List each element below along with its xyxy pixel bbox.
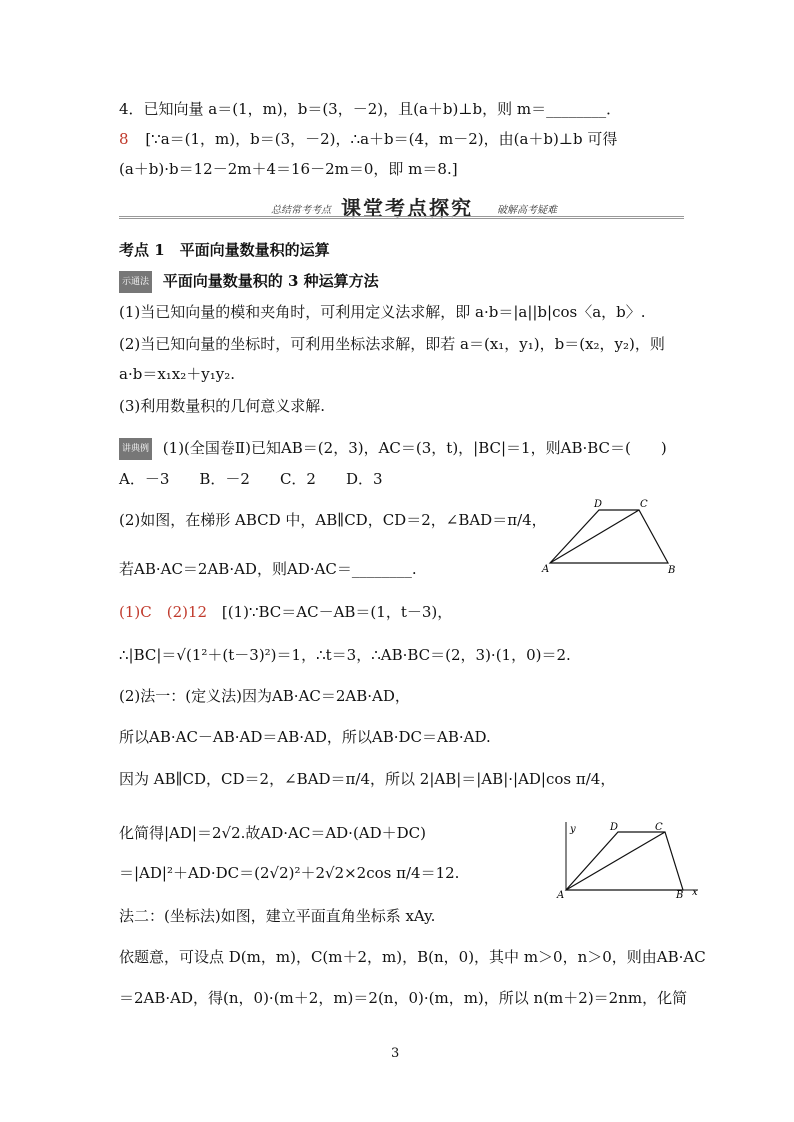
solution-line-7: ＝|AD|²＋AD·DC＝(2√2)²＋2√2×2cos π/4＝12. xyxy=(119,864,460,882)
point-b-label: B xyxy=(668,565,676,575)
example-question-1 xyxy=(119,438,667,460)
diagonal-ac-2 xyxy=(566,832,665,890)
point-a-label-2: A xyxy=(557,890,565,900)
solution-line-1 xyxy=(119,602,452,622)
point-c-label: C xyxy=(640,499,648,510)
problem4-solution-line1 xyxy=(119,129,617,149)
example-options: A．－3 B．－2 C．2 D．3 xyxy=(119,470,383,488)
banner-title: 课堂考点探究 xyxy=(341,196,473,220)
point-c-label-2: C xyxy=(655,822,663,833)
method-title: 平面向量数量积的 3 种运算方法 xyxy=(162,272,379,290)
solution-line-3: (2)法一：(定义法)因为AB·AC＝2AB·AD， xyxy=(119,687,410,705)
page-number: 3 xyxy=(391,1046,400,1061)
solution-line-6: 化简得|AD|＝2√2.故AD·AC＝AD·(AD＋DC) xyxy=(119,824,427,842)
trapezoid-shape-2 xyxy=(566,832,683,890)
example-q1-text: (1)(全国卷Ⅱ)已知AB＝(2，3)，AC＝(3，t)，|BC|＝1，则AB·BC＝( ) xyxy=(162,439,667,457)
y-axis-label: y xyxy=(570,824,576,835)
method-heading xyxy=(119,271,379,293)
method-item-1: (1)当已知向量的模和夹角时，可利用定义法求解，即 a·b＝|a||b|cos〈a，b〉. xyxy=(119,303,646,321)
method-item-2a: (2)当已知向量的坐标时，可利用坐标法求解，即若 a＝(x₁，y₁)，b＝(x₂，y₂)，则 xyxy=(119,335,665,353)
solution-line-5: 因为 AB∥CD，CD＝2，∠BAD＝π/4，所以 2|AB|＝|AB|·|AD|cos π/4， xyxy=(119,770,616,788)
example-question-2b: 若AB·AC＝2AB·AD，则AD·AC＝________. xyxy=(119,560,417,578)
method-tag-icon: 示通法 xyxy=(119,271,152,293)
method-item-3: (3)利用数量积的几何意义求解. xyxy=(119,397,326,415)
point-d-label-2: D xyxy=(610,822,619,833)
problem4-question: 4．已知向量 a＝(1，m)，b＝(3，－2)，且(a＋b)⊥b，则 m＝________． xyxy=(119,100,622,118)
solution-line-10: ＝2AB·AD，得(n，0)·(m＋2，m)＝2(n，0)·(m，m)，所以 n(m＋2)＝2nm，化简 xyxy=(119,989,688,1007)
solution-line-9: 依题意，可设点 D(m，m)，C(m＋2，m)，B(n，0)，其中 m＞0，n＞0，则由AB·AC xyxy=(119,948,706,966)
solution-line-4: 所以AB·AC－AB·AD＝AB·AD，所以AB·DC＝AB·AD. xyxy=(119,728,491,746)
diagonal-ac xyxy=(550,510,639,563)
method-item-2b: a·b＝x₁x₂＋y₁y₂. xyxy=(119,365,236,383)
problem4-solution-text: [∵a＝(1，m)，b＝(3，－2)，∴a＋b＝(4，m－2)，由(a＋b)⊥b 可得 xyxy=(145,130,618,148)
point-d-label: D xyxy=(594,499,603,510)
banner-left-text: 总结常考考点 xyxy=(271,205,331,216)
x-axis-label: x xyxy=(692,887,698,898)
solution-text-1: [(1)∵BC＝AC－AB＝(1，t－3)， xyxy=(221,603,453,621)
solution-line-2: ∴|BC|＝√(1²＋(t－3)²)＝1，∴t＝3，∴AB·BC＝(2，3)·(1，0)＝2. xyxy=(119,646,571,664)
banner-divider xyxy=(119,216,684,219)
trapezoid-shape xyxy=(550,510,668,563)
coordinate-figure xyxy=(548,818,703,900)
trapezoid-figure xyxy=(540,495,690,575)
banner-right-text: 破解高考疑难 xyxy=(497,205,557,216)
problem4-solution-line2: (a＋b)·b＝12－2m＋4＝16－2m＝0，即 m＝8.] xyxy=(119,160,458,178)
section-banner xyxy=(119,192,684,222)
solution-answers: (1)C (2)12 xyxy=(119,603,208,621)
solution-line-8: 法二：(坐标法)如图，建立平面直角坐标系 xAy. xyxy=(119,907,436,925)
section-heading: 考点 1 平面向量数量积的运算 xyxy=(119,241,330,259)
point-b-label-2: B xyxy=(676,890,684,900)
problem4-answer: 8 xyxy=(119,130,129,148)
point-a-label: A xyxy=(542,564,550,575)
example-question-2a: (2)如图，在梯形 ABCD 中，AB∥CD，CD＝2，∠BAD＝π/4， xyxy=(119,511,547,529)
example-tag-icon: 讲典例 xyxy=(119,438,152,460)
